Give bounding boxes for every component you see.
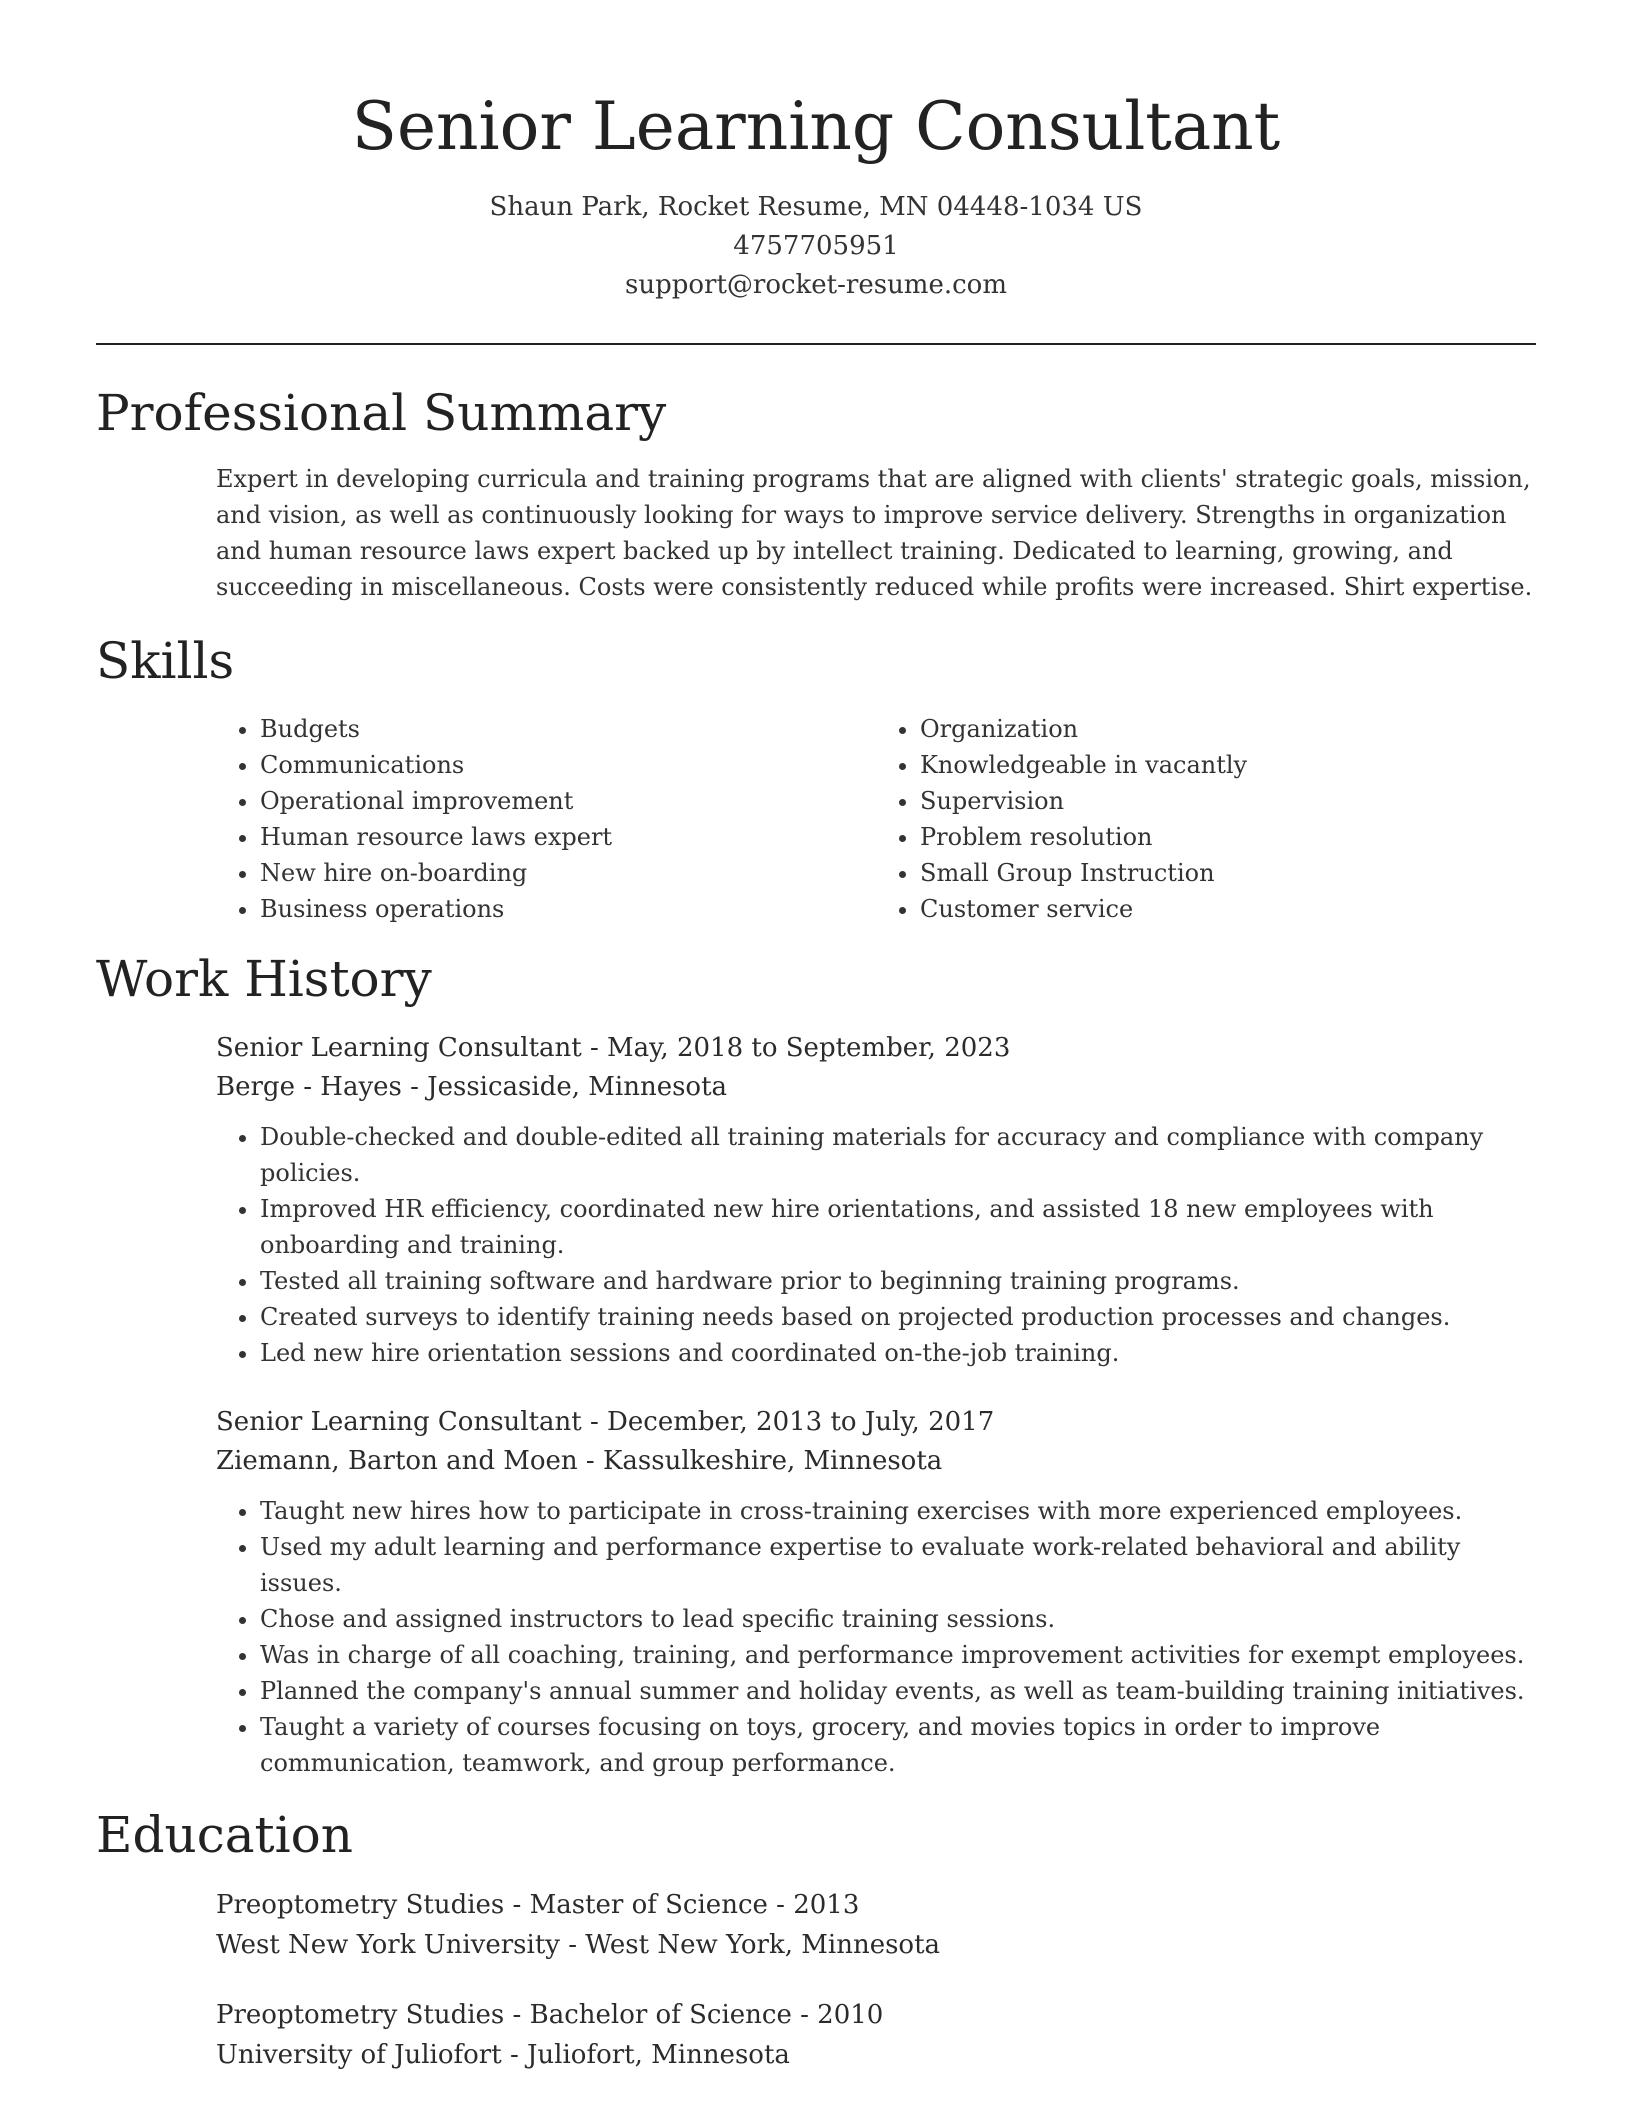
resume-header [96,0,1536,305]
skills-list-left [216,711,876,927]
skill-item: • Operational improvement [260,783,876,819]
header-divider [96,343,1536,345]
job-bullets [216,1119,1536,1371]
skill-item: • Organization [920,711,1536,747]
skill-item: • Communications [260,747,876,783]
education-entry [216,1995,1536,2075]
education-heading: Education [96,1806,353,1864]
skill-item: • Customer service [920,891,1536,927]
education-school: University of Juliofort - Juliofort, Minnesota [216,2040,790,2070]
skill-item: • Problem resolution [920,819,1536,855]
job-bullet: • Taught a variety of courses focusing on toys, grocery, and movies topics in order to improve communication, teamwork, and group performance. [260,1709,1536,1781]
job-entry [216,1403,1536,1781]
education-degree: Preoptometry Studies - Master of Science - 2013 [216,1890,860,1920]
education-section [96,1803,1536,2075]
skill-item: • Human resource laws expert [260,819,876,855]
job-bullet: • Led new hire orientation sessions and coordinated on-the-job training. [260,1335,1536,1371]
job-bullet: • Improved HR efficiency, coordinated new hire orientations, and assisted 18 new employees with onboarding and training. [260,1191,1536,1263]
contact-phone: 4757705951 [733,231,899,261]
summary-text: Expert in developing curricula and training programs that are aligned with clients' strategic goals, mission, and vision, as well as continuously looking for ways to improve service delivery. Strengths in organization and human resource laws expert backed up by intellect training. Dedicated to learning, growing, and succeeding in miscellaneous. Costs were consistently reduced while profits were increased. Shirt expertise. [216,465,1533,601]
skill-item: • Knowledgeable in vacantly [920,747,1536,783]
education-degree: Preoptometry Studies - Bachelor of Science - 2010 [216,2000,884,2030]
skill-item: • New hire on-boarding [260,855,876,891]
job-bullet: • Was in charge of all coaching, training, and performance improvement activities for exempt employees. [260,1637,1536,1673]
contact-address: Shaun Park, Rocket Resume, MN 04448-1034 US [489,192,1143,222]
job-bullet: • Chose and assigned instructors to lead specific training sessions. [260,1601,1536,1637]
skill-item: • Supervision [920,783,1536,819]
job-entry [216,1029,1536,1371]
skill-item: • Budgets [260,711,876,747]
resume-title: Senior Learning Consultant [351,88,1281,165]
contact-block [96,188,1536,305]
education-school: West New York University - West New York, Minnesota [216,1930,941,1960]
job-bullet: • Created surveys to identify training needs based on projected production processes and changes. [260,1299,1536,1335]
work-history-section [96,947,1536,1781]
skills-section [96,629,1536,927]
skills-heading: Skills [96,632,235,690]
skills-list-right [876,711,1536,927]
skill-item: • Business operations [260,891,876,927]
job-position: Senior Learning Consultant - May, 2018 to September, 2023 [216,1033,1011,1063]
job-bullet: • Planned the company's annual summer and holiday events, as well as team-building training initiatives. [260,1673,1536,1709]
education-entry [216,1885,1536,1965]
job-bullet: • Taught new hires how to participate in cross-training exercises with more experienced employees. [260,1493,1536,1529]
summary-heading: Professional Summary [96,384,667,442]
job-company: Berge - Hayes - Jessicaside, Minnesota [216,1072,728,1102]
job-position: Senior Learning Consultant - December, 2013 to July, 2017 [216,1407,995,1437]
job-bullet: • Used my adult learning and performance expertise to evaluate work-related behavioral and ability issues. [260,1529,1536,1601]
job-bullets [216,1493,1536,1781]
work-history-heading: Work History [96,950,432,1008]
job-bullet: • Double-checked and double-edited all training materials for accuracy and compliance with company policies. [260,1119,1536,1191]
summary-section [96,381,1536,605]
skill-item: • Small Group Instruction [920,855,1536,891]
skills-grid [216,711,1536,927]
contact-email: support@rocket-resume.com [624,270,1007,300]
job-company: Ziemann, Barton and Moen - Kassulkeshire, Minnesota [216,1446,943,1476]
job-bullet: • Tested all training software and hardware prior to beginning training programs. [260,1263,1536,1299]
